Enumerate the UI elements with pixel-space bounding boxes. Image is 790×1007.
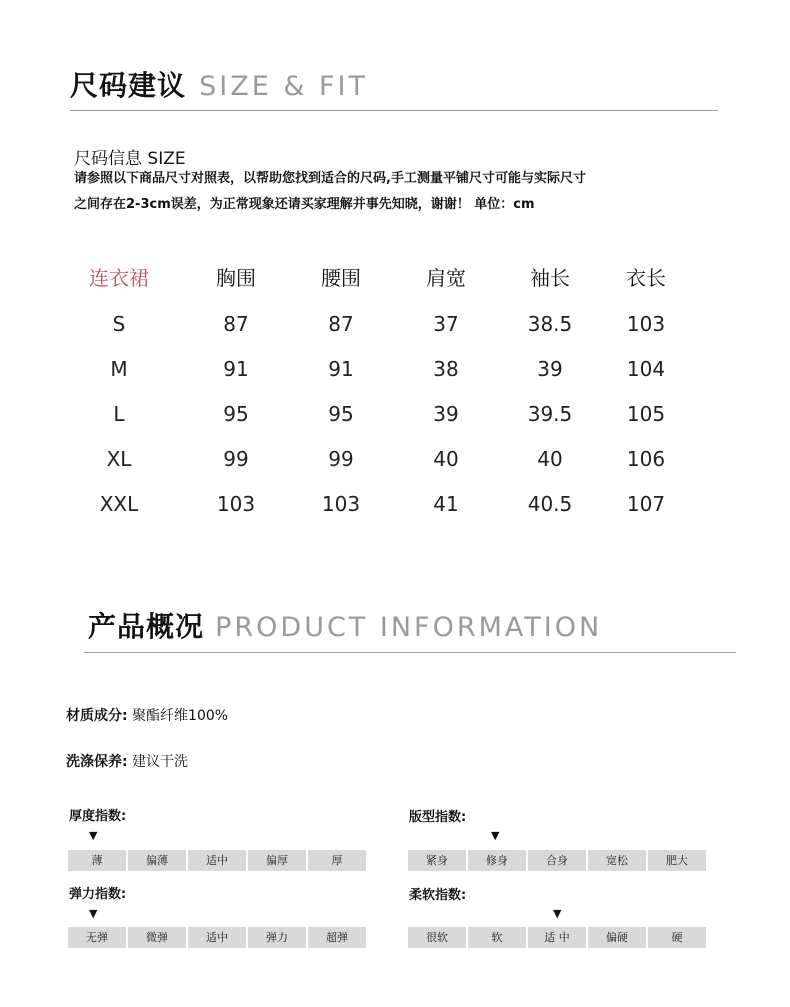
- thickness-index-label: 厚度指数:: [69, 809, 127, 824]
- thickness-marker-icon: ▼: [89, 829, 98, 842]
- elasticity-option: 适中: [188, 927, 246, 948]
- thickness-option: 薄: [68, 850, 126, 871]
- table-cell-chest: 91: [223, 357, 249, 381]
- fit-index-label: 版型指数:: [409, 810, 467, 825]
- fit-option: 肥大: [648, 850, 706, 871]
- fit-option: 紧身: [408, 850, 466, 871]
- table-cell-size: M: [110, 357, 128, 381]
- table-cell-sleeve: 39: [537, 357, 563, 381]
- softness-option: 软: [468, 927, 526, 948]
- table-header-sleeve: 袖长: [530, 266, 570, 290]
- product-section-title: 产品概况: [88, 610, 205, 643]
- size-section-subtitle: SIZE & FIT: [199, 71, 368, 102]
- table-header-shoulder: 肩宽: [426, 266, 466, 290]
- table-cell-sleeve: 40: [537, 447, 563, 471]
- table-cell-chest: 87: [223, 312, 249, 336]
- fit-option: 修身: [468, 850, 526, 871]
- fit-marker-icon: ▼: [491, 829, 500, 842]
- table-cell-sleeve: 40.5: [527, 492, 573, 516]
- table-cell-size: XL: [106, 447, 132, 471]
- material-row: [66, 705, 228, 725]
- table-cell-shoulder: 40: [433, 447, 459, 471]
- table-cell-shoulder: 39: [433, 402, 459, 426]
- table-cell-chest: 99: [223, 447, 249, 471]
- softness-scale: [408, 927, 706, 948]
- table-cell-waist: 87: [328, 312, 354, 336]
- table-cell-shoulder: 41: [433, 492, 459, 516]
- product-section-subtitle: PRODUCT INFORMATION: [215, 612, 603, 643]
- softness-option: 偏硬: [588, 927, 646, 948]
- thickness-scale: [68, 850, 366, 871]
- size-info-label: 尺码信息 SIZE: [74, 149, 186, 169]
- table-cell-size: S: [112, 312, 126, 336]
- table-cell-shoulder: 38: [433, 357, 459, 381]
- material-label: 材质成分:: [66, 708, 128, 724]
- thickness-option: 适中: [188, 850, 246, 871]
- elasticity-marker-icon: ▼: [89, 907, 98, 920]
- elasticity-index-label: 弹力指数:: [69, 887, 127, 902]
- table-header-length: 衣长: [626, 266, 666, 290]
- care-value: 建议干洗: [132, 754, 189, 770]
- softness-marker-icon: ▼: [553, 907, 562, 920]
- softness-option: 很软: [408, 927, 466, 948]
- thickness-option: 偏薄: [128, 850, 186, 871]
- softness-option: 适 中: [528, 927, 586, 948]
- softness-index-label: 柔软指数:: [409, 888, 467, 903]
- table-cell-length: 105: [626, 402, 666, 426]
- table-cell-chest: 103: [216, 492, 256, 516]
- table-cell-waist: 103: [321, 492, 361, 516]
- table-header-garment: 连衣裙: [89, 266, 149, 290]
- elasticity-option: 无弹: [68, 927, 126, 948]
- table-cell-size: XXL: [99, 492, 139, 516]
- elasticity-option: 微弹: [128, 927, 186, 948]
- size-info-line-1: 请参照以下商品尺寸对照表，以帮助您找到适合的尺码,手工测量平铺尺寸可能与实际尺寸: [74, 171, 586, 186]
- table-cell-waist: 95: [328, 402, 354, 426]
- elasticity-scale: [68, 927, 366, 948]
- fit-scale: [408, 850, 706, 871]
- table-cell-size: L: [113, 402, 125, 426]
- table-cell-waist: 99: [328, 447, 354, 471]
- table-cell-shoulder: 37: [433, 312, 459, 336]
- thickness-option: 偏厚: [248, 850, 306, 871]
- table-cell-sleeve: 38.5: [527, 312, 573, 336]
- material-value: 聚酯纤维100%: [132, 708, 229, 724]
- size-section-title: 尺码建议: [70, 69, 187, 102]
- fit-option: 合身: [528, 850, 586, 871]
- elasticity-option: 超弹: [308, 927, 366, 948]
- thickness-option: 厚: [308, 850, 366, 871]
- table-cell-length: 107: [626, 492, 666, 516]
- table-cell-waist: 91: [328, 357, 354, 381]
- table-cell-sleeve: 39.5: [527, 402, 573, 426]
- table-cell-length: 103: [626, 312, 666, 336]
- table-cell-length: 104: [626, 357, 666, 381]
- table-cell-length: 106: [626, 447, 666, 471]
- softness-option: 硬: [648, 927, 706, 948]
- table-header-waist: 腰围: [321, 266, 361, 290]
- product-section-header: [88, 605, 602, 645]
- elasticity-option: 弹力: [248, 927, 306, 948]
- size-info-line-2: 之间存在2-3cm误差，为正常现象还请买家理解并事先知晓，谢谢！ 单位：cm: [74, 197, 535, 212]
- table-cell-chest: 95: [223, 402, 249, 426]
- care-row: [66, 751, 188, 771]
- product-section-divider: [84, 652, 736, 653]
- fit-option: 宽松: [588, 850, 646, 871]
- table-header-chest: 胸围: [216, 266, 256, 290]
- care-label: 洗涤保养:: [66, 754, 128, 770]
